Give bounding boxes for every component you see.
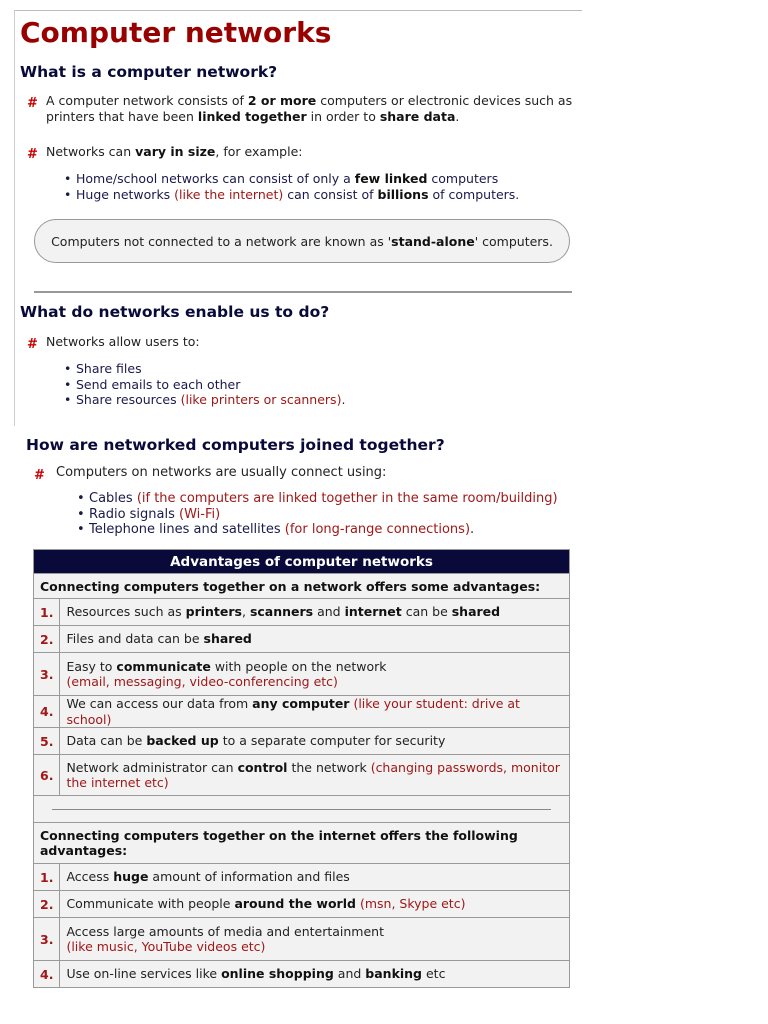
table-separator — [34, 796, 570, 823]
paragraph-connect-using: Computers on networks are usually connect using: — [56, 465, 387, 480]
row-number: 1. — [34, 599, 60, 626]
enable-list — [64, 361, 544, 408]
list-item: • Telephone lines and satellites (for long-range connections). — [77, 522, 597, 538]
table-row — [34, 599, 570, 626]
table-row — [34, 891, 570, 918]
table-row — [34, 961, 570, 988]
advantages-table — [33, 549, 570, 988]
table-row — [34, 918, 570, 961]
table-row — [34, 755, 570, 796]
connection-methods-list — [77, 491, 597, 538]
row-number: 3. — [34, 653, 60, 696]
list-item: • Share files — [64, 361, 544, 377]
page-title: Computer networks — [20, 16, 332, 49]
row-number: 6. — [34, 755, 60, 796]
paragraph-definition: A computer network consists of 2 or more computers or electronic devices such as printers that have been linked together in order to share data. — [46, 93, 573, 124]
bullet-icon: # — [27, 337, 38, 352]
table-header: Advantages of computer networks — [34, 550, 570, 574]
bullet-icon: # — [27, 147, 38, 162]
row-text: Data can be backed up to a separate computer for security — [60, 728, 570, 755]
table-row — [34, 728, 570, 755]
row-text: Use on-line services like online shopping and banking etc — [60, 961, 570, 988]
list-item: • Cables (if the computers are linked together in the same room/building) — [77, 491, 597, 507]
row-number: 1. — [34, 864, 60, 891]
row-text: Network administrator can control the network (changing passwords, monitor the internet etc) — [60, 755, 570, 796]
row-number: 4. — [34, 696, 60, 728]
list-item: • Radio signals (Wi-Fi) — [77, 507, 597, 523]
table-row — [34, 864, 570, 891]
row-text: Easy to communicate with people on the network (email, messaging, video-conferencing etc) — [60, 653, 570, 696]
table-subheading: Connecting computers together on the internet offers the following advantages: — [34, 823, 570, 864]
table-row — [34, 696, 570, 728]
row-number: 2. — [34, 891, 60, 918]
table-row — [34, 653, 570, 696]
row-number: 3. — [34, 918, 60, 961]
section-heading-what-networks-enable: What do networks enable us to do? — [20, 303, 330, 321]
row-text: Access large amounts of media and entertainment (like music, YouTube videos etc) — [60, 918, 570, 961]
list-item: • Home/school networks can consist of only a few linked computers — [64, 171, 564, 187]
row-number: 2. — [34, 626, 60, 653]
stand-alone-callout: Computers not connected to a network are known as 'stand-alone' computers. — [34, 219, 570, 263]
row-text: Files and data can be shared — [60, 626, 570, 653]
table-subheading: Connecting computers together on a network offers some advantages: — [34, 574, 570, 599]
size-examples-list — [64, 171, 564, 202]
table-row — [34, 626, 570, 653]
list-item: • Send emails to each other — [64, 377, 544, 393]
row-number: 5. — [34, 728, 60, 755]
bullet-icon: # — [27, 96, 38, 111]
section-heading-what-is-network: What is a computer network? — [20, 63, 278, 81]
bullet-icon: # — [34, 468, 45, 483]
row-text: Access huge amount of information and files — [60, 864, 570, 891]
row-text: Resources such as printers, scanners and internet can be shared — [60, 599, 570, 626]
row-text: We can access our data from any computer (like your student: drive at school) — [60, 696, 570, 728]
row-number: 4. — [34, 961, 60, 988]
row-text: Communicate with people around the world (msn, Skype etc) — [60, 891, 570, 918]
list-item: • Huge networks (like the internet) can consist of billions of computers. — [64, 187, 564, 203]
paragraph-size: Networks can vary in size, for example: — [46, 144, 303, 159]
page-top-border — [14, 10, 582, 11]
list-item: • Share resources (like printers or scanners). — [64, 392, 544, 408]
page-left-border — [14, 10, 15, 426]
section-divider — [34, 291, 572, 293]
paragraph-allow-users: Networks allow users to: — [46, 334, 200, 349]
section-heading-how-joined: How are networked computers joined together? — [26, 436, 445, 454]
